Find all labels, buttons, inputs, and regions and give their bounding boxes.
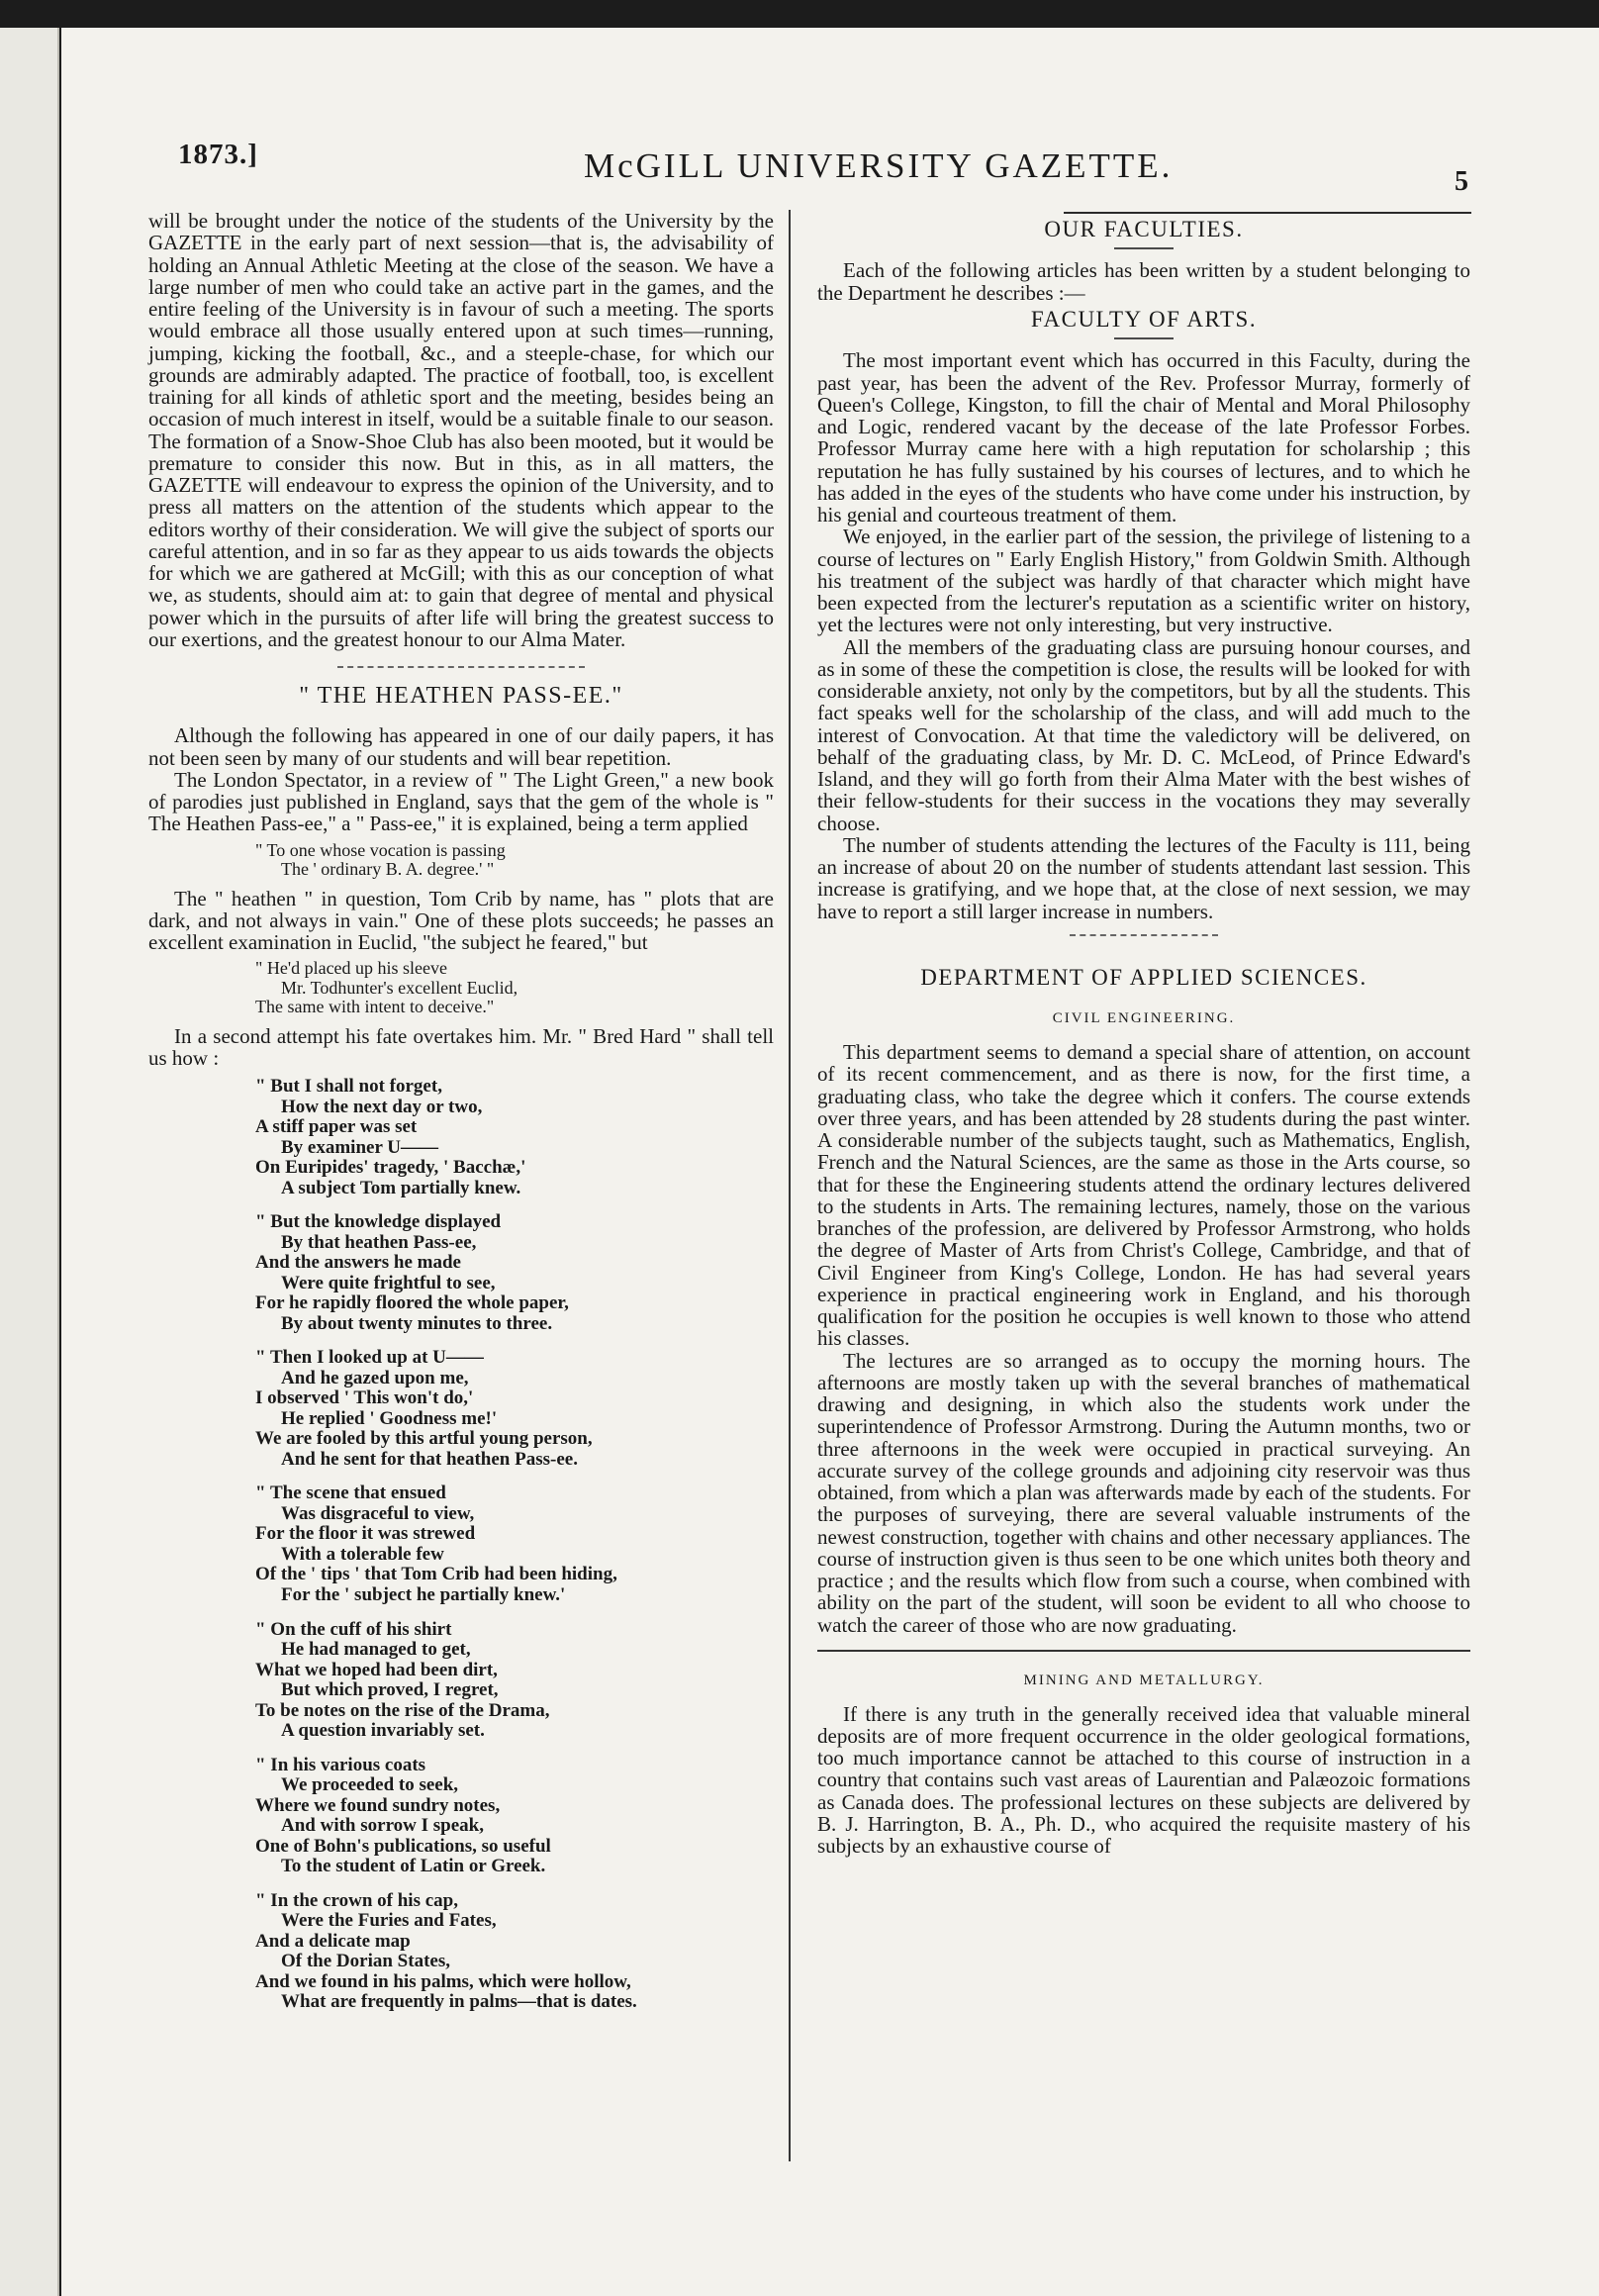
poem-line: Was disgraceful to view, [281, 1502, 475, 1524]
faculty-title: FACULTY OF ARTS. [1030, 306, 1258, 332]
poem-line: Were the Furies and Fates, [281, 1910, 497, 1932]
arts-paragraph: We enjoyed, in the earlier part of the session, the privilege of listening to a course of lectures on " Early English History," from Goldwin Smith. Although his treatment of the subject was hardly of that character which might have been expected from the lecturer's reputation as a scientific writer on history, yet the lectures were not only interesting, but very instructive. [817, 525, 1470, 637]
athletics-paragraph: will be brought under the notice of the students of the University by the GAZETTE in the early part of next session—that is, the advisability of holding an Annual Athletic Meeting at the close of the season. We have a large number of men who could take an active part in the games, and the entire feeling of the University is in favour of such a meeting. The sports would embrace all those usually entered upon at such times—running, jumping, kicking the football, &c., and a steeple-chase, for which our grounds are admirably adapted. The practice of football, too, is excellent training for all kinds of athletic sport and the meeting, besides being an occasion of much interest in itself, would be a suitable finale to our season. The formation of a Snow-Shoe Club has also been mooted, but it would be premature to consider this now. But in this, as in all matters, the GAZETTE will endeavour to express the opinion of the University, and to press all matters on the attention of the students which appear to the editors worthy of their consideration. We will give the subject of sports our careful attention, and in so far as they appear to us aids towards the objects for which we are gathered at McGill; with this as our conception of what we, as students, should aim at: to gain that degree of mental and physical power which in the pursuits of after life will bring the greatest success to our exertions, and the greatest honour to our Alma Mater. [148, 209, 774, 651]
poem-line: One of Bohn's publications, so useful [255, 1835, 551, 1857]
poem-line: What we hoped had been dirt, [255, 1659, 498, 1680]
poem-line: But which proved, I regret, [281, 1679, 499, 1701]
intro-paragraph: Each of the following articles has been written by a student belonging to the Department he describes :— [817, 258, 1470, 305]
poem-line: By about twenty minutes to three. [281, 1312, 553, 1334]
poem-line: On Euripides' tragedy, ' Bacchæ,' [255, 1157, 526, 1179]
article-paragraph: The London Spectator, in a review of " The Light Green," a new book of parodies just published in England, says that the gem of the whole is " The Heathen Pass-ee," a " Pass-ee," it is explained, being a term applied [148, 767, 774, 836]
poem-line: And with sorrow I speak, [281, 1815, 484, 1837]
article-paragraph: In a second attempt his fate overtakes him. Mr. " Bred Hard " shall tell us how : [148, 1023, 774, 1070]
column-divider [789, 210, 791, 2161]
poem-line: For the floor it was strewed [255, 1523, 476, 1545]
block-quote [255, 841, 774, 880]
poem-line: How the next day or two, [281, 1096, 483, 1117]
header-year: 1873.] [178, 139, 258, 170]
poem-line: And he sent for that heathen Pass-ee. [281, 1448, 578, 1470]
quote-line: Mr. Todhunter's excellent Euclid, [281, 977, 518, 998]
section-divider [337, 666, 585, 668]
poem-line: And a delicate map [255, 1930, 411, 1952]
section-title: OUR FACULTIES. [1044, 217, 1244, 241]
poem-line: To the student of Latin or Greek. [281, 1856, 546, 1877]
article-paragraph: Although the following has appeared in one of our daily papers, it has not been seen by many of our students and will bear repetition. [148, 723, 774, 770]
title-rule [1114, 337, 1174, 339]
block-quote [255, 959, 774, 1016]
article-paragraph: The " heathen " in question, Tom Crib by name, has " plots that are dark, and not always in vain." One of these plots succeeds; he passes an excellent examination in Euclid, "the subject he feared," but [148, 886, 774, 955]
poem-line: A question invariably set. [281, 1720, 485, 1742]
poem-line: To be notes on the rise of the Drama, [255, 1699, 550, 1721]
poem-line: For he rapidly floored the whole paper, [255, 1292, 569, 1314]
poem-line: With a tolerable few [281, 1543, 444, 1565]
poem [255, 1077, 774, 2013]
poem-stanza [255, 1756, 774, 1877]
page-number: 5 [1455, 166, 1468, 197]
quote-line: " He'd placed up his sleeve [255, 958, 448, 979]
poem-line: Were quite frightful to see, [281, 1272, 496, 1293]
poem-line: He had managed to get, [281, 1639, 471, 1661]
poem-line: Where we found sundry notes, [255, 1794, 501, 1816]
civil-paragraph: This department seems to demand a special share of attention, on account of its recent commencement, and as there is now, for the first time, a graduating class, who take the degree which it confers. The course extends over three years, and has been attended by 28 students during the past winter. A considerable number of the subjects taught, such as Mathematics, English, French and the Natural Sciences, are the same as those in the Arts course, so that for these the Engineering students attend the ordinary lectures delivered to the students in Arts. The remaining lectures, namely, those on the various branches of the profession, are delivered by Professor Armstrong, who holds the degree of Master of Arts from Christ's College, Cambridge, and that of Civil Engineer from King's College, London. He has had several years experience in practical engineering work in England, and his thorough qualification for the position he occupies is well known to those who attend his classes. [817, 1040, 1470, 1351]
poem-line: A stiff paper was set [255, 1116, 418, 1138]
section-rule [817, 1650, 1470, 1652]
poem-stanza [255, 1212, 774, 1334]
poem-line: " In the crown of his cap, [255, 1889, 458, 1911]
poem-line: I observed ' This won't do,' [255, 1387, 474, 1409]
poem-line: " But I shall not forget, [255, 1076, 442, 1098]
quote-line: The ' ordinary B. A. degree.' " [281, 859, 495, 880]
poem-line: We are fooled by this artful young person, [255, 1428, 593, 1450]
poem-stanza [255, 1348, 774, 1470]
poem-line: " Then I looked up at U—— [255, 1347, 484, 1369]
arts-paragraph: All the members of the graduating class are pursuing honour courses, and as in some of these the competition is close, the results will be looked for with considerable anxiety, not only by the competitors, but by all the students. This fact speaks well for the scholarship of the class, and will add much to the interest of Convocation. At that time the valedictory will be delivered, on behalf of the graduating class, by Mr. D. C. McLeod, of Prince Edward's Island, and they will go forth from their Alma Mater with the best wishes of their fellow-students for their success in the vocations they may severally choose. [817, 634, 1470, 835]
subsection-title: MINING AND METALLURGY. [1023, 1672, 1265, 1688]
adjacent-page-edge [0, 28, 59, 2296]
quote-line: " To one whose vocation is passing [255, 839, 506, 860]
poem-line: " The scene that ensued [255, 1483, 446, 1504]
left-column [148, 210, 774, 2027]
mining-paragraph: If there is any truth in the generally received idea that valuable mineral deposits are of more frequent occurrence in the older geological formations, too much importance cannot be attached to this course of instruction in a country that contains such vast areas of Laurentian and Palæozoic formations as Canada does. The professional lectures on these subjects are delivered by B. J. Harrington, B. A., Ph. D., who acquired the requisite mastery of his subjects by an exhaustive course of [817, 1701, 1470, 1859]
poem-stanza [255, 1077, 774, 1198]
section-divider [1070, 934, 1218, 936]
poem-line: What are frequently in palms—that is dates. [281, 1991, 637, 2013]
header-rule [1064, 212, 1471, 214]
poem-line: And we found in his palms, which were hollow, [255, 1970, 631, 1992]
arts-paragraph: The number of students attending the lectures of the Faculty is 111, being an increase of about 20 on the number of students attendant last session. This increase is gratifying, and we hope that, at the close of next session, we may have to report a still larger increase in numbers. [817, 832, 1470, 923]
poem-line: By examiner U—— [281, 1136, 439, 1158]
right-column [817, 218, 1470, 1857]
poem-line: A subject Tom partially knew. [281, 1177, 521, 1198]
poem-line: " But the knowledge displayed [255, 1211, 502, 1233]
poem-line: He replied ' Goodness me!' [281, 1407, 498, 1429]
poem-line: Of the Dorian States, [281, 1951, 450, 1972]
subsection-title: CIVIL ENGINEERING. [1052, 1010, 1236, 1027]
poem-line: Of the ' tips ' that Tom Crib had been hiding, [255, 1564, 617, 1585]
poem-stanza [255, 1483, 774, 1605]
poem-line: By that heathen Pass-ee, [281, 1231, 477, 1253]
poem-line: For the ' subject he partially knew.' [281, 1583, 566, 1605]
quote-line: The same with intent to deceive." [255, 997, 495, 1017]
poem-line: " In his various coats [255, 1754, 426, 1775]
poem-line: " On the cuff of his shirt [255, 1618, 452, 1640]
poem-line: We proceeded to seek, [281, 1774, 459, 1796]
header-title: McGILL UNIVERSITY GAZETTE. [584, 146, 1174, 185]
department-title: DEPARTMENT OF APPLIED SCIENCES. [920, 964, 1367, 990]
poem-line: And the answers he made [255, 1252, 461, 1274]
civil-paragraph: The lectures are so arranged as to occupy the morning hours. The afternoons are mostly taken up with the several branches of mathematical drawing and designing, in which also the students work under the superintendence of Professor Armstrong. During the Autumn months, two or three afternoons in the week were occupied in practical surveying. An accurate survey of the college grounds and adjoining city reservoir was thus obtained, from which a plan was afterwards made by each of the students. For the purposes of surveying, there are several valuable instruments of the newest construction, together with chains and other necessary appliances. The course of instruction given is thus seen to be one which unites both theory and practice ; and the results which flow from such a course, when combined with ability on the part of the student, will soon be evident to all who choose to watch the career of those who are now graduating. [817, 1348, 1470, 1637]
poem-line: And he gazed upon me, [281, 1367, 469, 1388]
title-rule [1114, 247, 1174, 249]
poem-stanza [255, 1891, 774, 2013]
article-title: " THE HEATHEN PASS-EE." [299, 683, 623, 709]
poem-stanza [255, 1620, 774, 1742]
arts-paragraph: The most important event which has occurred in this Faculty, during the past year, has been the advent of the Rev. Professor Murray, formerly of Queen's College, Kingston, to fill the chair of Mental and Moral Philosophy and Logic, rendered vacant by the decease of the late Professor Forbes. Professor Murray came here with a high reputation for scholarship ; this reputation he has fully sustained by his courses of lectures, and to which he has added in the eyes of the students who have come under his instruction, by his genial and courteous treatment of them. [817, 348, 1470, 526]
